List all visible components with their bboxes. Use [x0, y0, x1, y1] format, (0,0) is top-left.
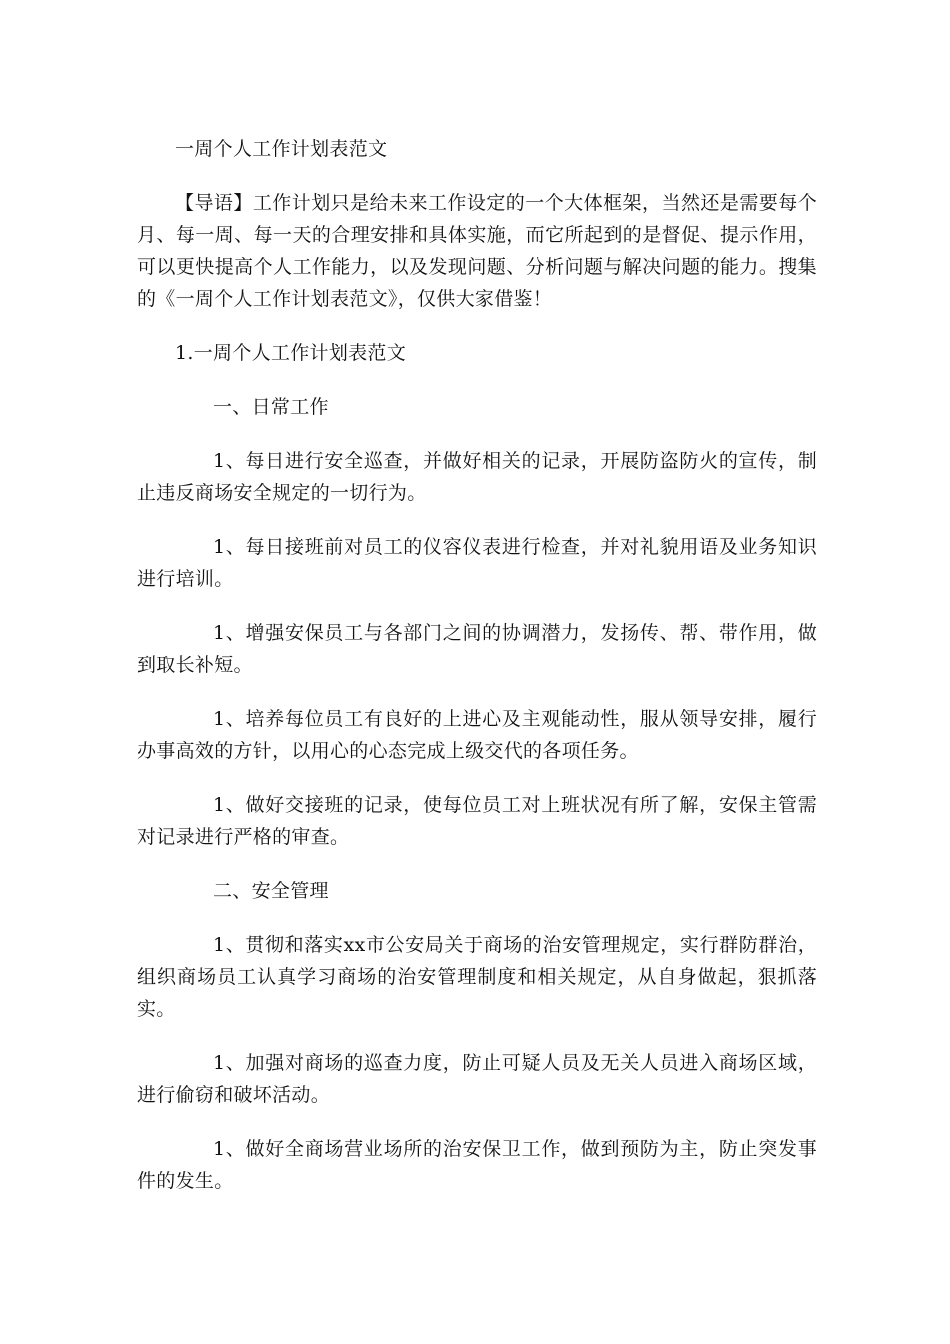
section-heading-1: 1.一周个人工作计划表范文	[175, 342, 407, 364]
list-item: 1、培养每位员工有良好的上进心及主观能动性，服从领导安排，履行办事高效的方针，以用心的心态完成上级交代的各项任务。	[137, 708, 817, 762]
list-item: 1、做好全商场营业场所的治安保卫工作，做到预防为主，防止突发事件的发生。	[137, 1138, 817, 1192]
part-heading-security-management: 二、安全管理	[213, 880, 329, 902]
list-item: 1、贯彻和落实xx市公安局关于商场的治安管理规定，实行群防群治，组织商场员工认真学习商场的治安管理制度和相关规定，从自身做起，狠抓落实。	[137, 934, 817, 1020]
intro-paragraph: 【导语】工作计划只是给未来工作设定的一个大体框架，当然还是需要每个月、每一周、每一天的合理安排和具体实施，而它所起到的是督促、提示作用，可以更快提高个人工作能力，以及发现问题、分析问题与解决问题的能力。搜集的《一周个人工作计划表范文》，仅供大家借鉴！	[137, 192, 817, 310]
document-title: 一周个人工作计划表范文	[175, 138, 388, 160]
list-item: 1、增强安保员工与各部门之间的协调潜力，发扬传、帮、带作用，做到取长补短。	[137, 622, 817, 676]
list-item: 1、做好交接班的记录，使每位员工对上班状况有所了解，安保主管需对记录进行严格的审查。	[137, 794, 817, 848]
part-heading-daily-work: 一、日常工作	[213, 396, 329, 418]
list-item: 1、每日进行安全巡查，并做好相关的记录，开展防盗防火的宣传，制止违反商场安全规定的一切行为。	[137, 450, 817, 504]
document-body	[137, 133, 817, 1219]
list-item: 1、加强对商场的巡查力度，防止可疑人员及无关人员进入商场区域，进行偷窃和破坏活动。	[137, 1052, 817, 1106]
list-item: 1、每日接班前对员工的仪容仪表进行检查，并对礼貌用语及业务知识进行培训。	[137, 536, 817, 590]
